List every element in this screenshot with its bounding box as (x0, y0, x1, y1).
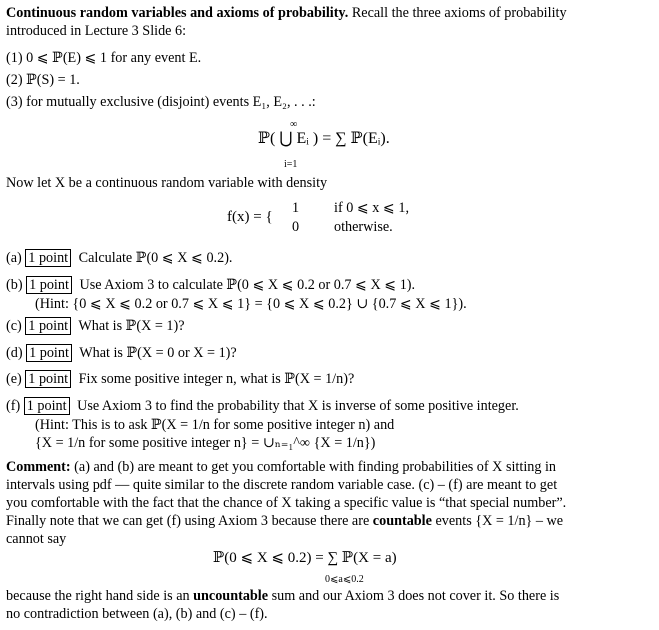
comment-text-6c: sum and our Axiom 3 does not cover it. So there is (271, 588, 560, 604)
comment-uncountable: uncountable (193, 588, 269, 604)
axiom-3: (3) for mutually exclusive (disjoint) events E₁, E₂, . . .: (6, 94, 316, 110)
axiom-1: (1) 0 ⩽ ℙ(E) ⩽ 1 for any event E. (6, 50, 202, 66)
comment-countable: countable (372, 513, 432, 529)
density-case1-condition: if 0 ⩽ x ⩽ 1, (334, 200, 410, 216)
density-case1-value: 1 (292, 200, 300, 216)
comment-label: Comment: (6, 459, 71, 475)
question-c-text: What is ℙ(X = 1)? (78, 318, 185, 334)
comment-text-4c: events {X = 1/n} – we (435, 513, 564, 529)
comment-line-3: you comfortable with the fact that the chance of X taking a specific value is “that special number”. (6, 495, 567, 511)
question-d-points: 1 point (26, 344, 72, 362)
question-b (6, 276, 415, 294)
intro-line-2: introduced in Lecture 3 Slide 6: (6, 23, 187, 39)
comment-line-5: cannot say (6, 531, 67, 547)
comment-line-6 (6, 587, 559, 605)
question-a-text: Calculate ℙ(0 ⩽ X ⩽ 0.2). (78, 250, 233, 266)
question-b-label: (b) (6, 277, 23, 293)
comment-line-2: intervals using pdf — quite similar to the discrete random variable case. (c) – (f) are meant to get (6, 477, 558, 493)
question-c-points: 1 point (25, 317, 71, 335)
density-case2-value: 0 (292, 219, 300, 235)
question-f-text: Use Axiom 3 to find the probability that X is inverse of some positive integer. (77, 398, 519, 414)
question-f-label: (f) (6, 398, 21, 414)
question-f-hint-2: {X = 1/n for some positive integer n} = ∪ₙ₌₁^∞ {X = 1/n}) (35, 435, 376, 451)
comment-display-subscript: 0⩽a⩽0.2 (325, 574, 364, 585)
intro-text: Recall the three axioms of probability (351, 5, 567, 21)
axiom3-equation: ℙ( ⋃ Eᵢ ) = ∑ ℙ(Eᵢ). (258, 130, 390, 147)
comment-text-1: (a) and (b) are meant to get you comfortable with finding probabilities of X sitting in (74, 459, 557, 475)
question-e-points: 1 point (25, 370, 71, 388)
question-e (6, 370, 354, 388)
axiom-2: (2) ℙ(S) = 1. (6, 72, 80, 88)
comment-line-4 (6, 512, 563, 530)
question-a-points: 1 point (25, 249, 71, 267)
axiom3-upper-limit: ∞ (290, 119, 298, 130)
question-f-hint-1: (Hint: This is to ask ℙ(X = 1/n for some positive integer n) and (35, 417, 395, 433)
density-case2-condition: otherwise. (334, 219, 393, 235)
intro-line-1 (6, 4, 567, 22)
comment-line-1 (6, 458, 556, 476)
comment-line-7: no contradiction between (a), (b) and (c) – (f). (6, 606, 268, 622)
question-b-text: Use Axiom 3 to calculate ℙ(0 ⩽ X ⩽ 0.2 or 0.7 ⩽ X ⩽ 1). (79, 277, 416, 293)
comment-text-4a: Finally note that we can get (f) using Axiom 3 because there are (6, 513, 370, 529)
density-lhs: f(x) = { (227, 209, 273, 225)
question-b-hint: (Hint: {0 ⩽ X ⩽ 0.2 or 0.7 ⩽ X ⩽ 1} = {0 ⩽ X ⩽ 0.2} ∪ {0.7 ⩽ X ⩽ 1}). (35, 296, 467, 312)
question-a (6, 249, 232, 267)
question-c-label: (c) (6, 318, 22, 334)
comment-display-equation: ℙ(0 ⩽ X ⩽ 0.2) = ∑ ℙ(X = a) (213, 550, 397, 566)
comment-text-6a: because the right hand side is an (6, 588, 190, 604)
question-e-text: Fix some positive integer n, what is ℙ(X = 1/n)? (78, 371, 355, 387)
question-d-text: What is ℙ(X = 0 or X = 1)? (79, 345, 237, 361)
question-e-label: (e) (6, 371, 22, 387)
question-a-label: (a) (6, 250, 22, 266)
question-d-label: (d) (6, 345, 23, 361)
question-f (6, 397, 519, 415)
question-c (6, 317, 185, 335)
section-title: Continuous random variables and axioms of probability. (6, 5, 349, 21)
density-intro: Now let X be a continuous random variable with density (6, 175, 328, 191)
question-f-points: 1 point (24, 397, 70, 415)
question-b-points: 1 point (26, 276, 72, 294)
axiom3-lower-limit: i=1 (284, 159, 298, 170)
question-d (6, 344, 237, 362)
